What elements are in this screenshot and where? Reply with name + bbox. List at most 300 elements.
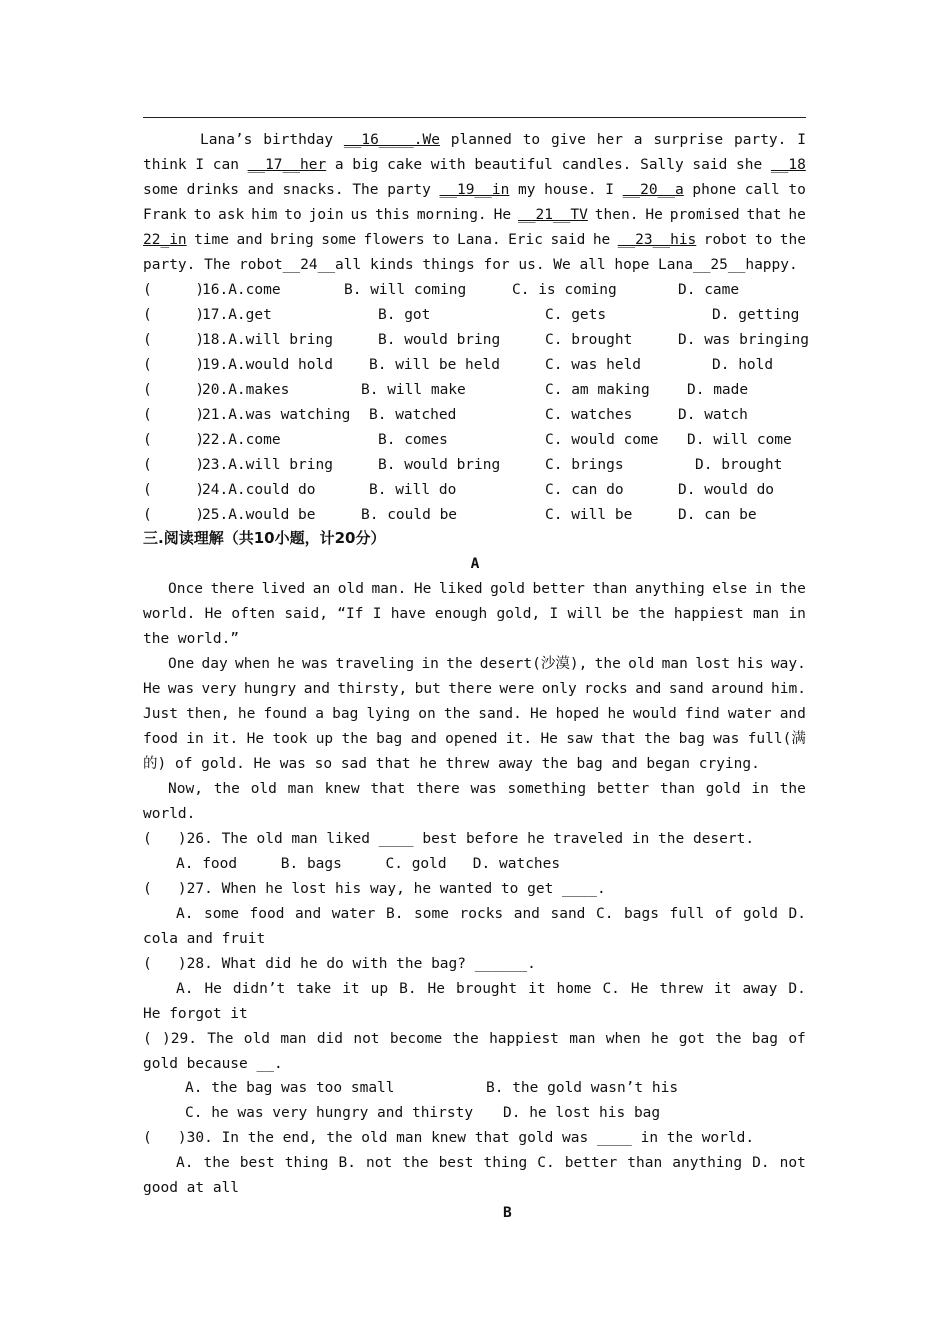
- question-option-b: B. could be: [361, 507, 458, 523]
- word: can: [212, 157, 239, 173]
- word: else: [712, 581, 748, 597]
- word: best: [239, 1155, 275, 1171]
- word: the: [341, 731, 368, 747]
- word: One: [168, 656, 195, 672]
- word: he: [788, 207, 806, 223]
- question-option-b: B. got: [378, 307, 431, 323]
- word: old: [628, 656, 655, 672]
- question-29-stem-cont: gold because __.: [143, 1056, 283, 1072]
- passage-line: [168, 654, 806, 674]
- word: and: [303, 681, 330, 697]
- cloze-line-5: [143, 230, 806, 250]
- word: man: [752, 606, 780, 622]
- word: a: [315, 706, 324, 722]
- word: gold: [705, 781, 741, 797]
- word: and: [779, 706, 806, 722]
- word: than: [660, 781, 695, 797]
- word: become: [389, 1031, 443, 1047]
- word: The: [352, 182, 379, 198]
- word: man: [280, 1031, 307, 1047]
- word: to: [193, 207, 212, 223]
- question-27-options-cont: cola and fruit: [143, 931, 266, 947]
- word: D.: [788, 981, 806, 997]
- word: thirsty,: [337, 681, 408, 697]
- word: it.: [212, 731, 239, 747]
- word: anything: [672, 1155, 743, 1171]
- word: said: [692, 157, 728, 173]
- word: better: [596, 781, 650, 797]
- word: bag: [376, 731, 403, 747]
- word: there: [448, 681, 492, 697]
- word: he: [592, 232, 611, 248]
- word: it: [528, 981, 546, 997]
- question-30-stem: ( )30. In the end, the old man knew that gold was ____ in the world.: [143, 1130, 755, 1146]
- word: birthday: [263, 132, 334, 148]
- word: knew: [324, 781, 360, 797]
- word: old: [250, 781, 277, 797]
- question-option-a: 25.A.would be: [202, 507, 316, 523]
- word: the: [644, 731, 671, 747]
- word: the: [779, 232, 806, 248]
- word: A.: [176, 1155, 194, 1171]
- word: house.: [544, 182, 597, 198]
- word: man: [661, 656, 688, 672]
- word: He: [413, 581, 432, 597]
- word: in: [754, 581, 773, 597]
- word: than: [592, 581, 628, 597]
- word: __18: [770, 157, 806, 173]
- word: Now,: [168, 781, 203, 797]
- word: D.: [788, 906, 806, 922]
- passage-line: [143, 729, 806, 749]
- word: I: [195, 157, 205, 173]
- word: and: [513, 906, 540, 922]
- question-option-d: D. made: [687, 382, 749, 398]
- word: saw: [566, 731, 593, 747]
- question-paren: ( ): [143, 307, 205, 323]
- question-paren: ( ): [143, 407, 205, 423]
- question-option-c: C. would come: [545, 432, 659, 448]
- word: then.: [594, 207, 639, 223]
- word: happiest: [673, 606, 744, 622]
- word: He: [645, 207, 663, 223]
- word: Eric: [508, 232, 544, 248]
- word: than: [627, 1155, 663, 1171]
- question-option-b: B. comes: [378, 432, 448, 448]
- word: )29.: [162, 1031, 197, 1047]
- word: liked: [438, 581, 483, 597]
- word: better: [564, 1155, 618, 1171]
- question-option-b: B. would bring: [378, 457, 501, 473]
- question-paren: ( ): [143, 332, 205, 348]
- word: my: [518, 182, 536, 198]
- passage-line: 的) of gold. He was so sad that he threw away the bag and began crying.: [143, 756, 760, 772]
- question-option-a: 21.A.was watching: [202, 407, 351, 423]
- word: some: [414, 906, 449, 922]
- word: he: [607, 706, 625, 722]
- word: best: [438, 1155, 474, 1171]
- word: He: [530, 706, 548, 722]
- word: world.: [143, 606, 196, 622]
- word: bags: [624, 906, 659, 922]
- word: of: [788, 1031, 806, 1047]
- word: this: [374, 207, 410, 223]
- word: C.: [595, 906, 614, 922]
- word: candles.: [561, 157, 632, 173]
- word: surprise: [653, 132, 724, 148]
- word: Just: [143, 706, 178, 722]
- word: with: [430, 157, 466, 173]
- word: be: [611, 606, 630, 622]
- word: food: [249, 906, 285, 922]
- word: snacks.: [282, 182, 344, 198]
- question-26-options: A. food B. bags C. gold D. watches: [176, 856, 561, 872]
- word: the: [779, 781, 806, 797]
- word: and: [247, 182, 274, 198]
- word: when: [235, 656, 270, 672]
- word: D.: [752, 1155, 770, 1171]
- word: up: [315, 731, 334, 747]
- word: not: [366, 1155, 393, 1171]
- word: He: [630, 981, 649, 997]
- word: away: [742, 981, 778, 997]
- word: it: [714, 981, 732, 997]
- passage-line: [168, 579, 806, 599]
- word: anything: [634, 581, 705, 597]
- word: old: [337, 581, 364, 597]
- question-option-c: C. can do: [545, 482, 624, 498]
- word: He: [540, 731, 558, 747]
- word: lost: [695, 656, 731, 672]
- word: cake: [387, 157, 423, 173]
- word: in: [788, 606, 806, 622]
- word: __17__her: [247, 157, 327, 173]
- question-option-a: 22.A.come: [202, 432, 281, 448]
- passage-line: [168, 779, 806, 799]
- question-option-c: C. was held: [545, 357, 642, 373]
- word: Frank: [143, 207, 187, 223]
- word: got: [678, 1031, 705, 1047]
- question-option-c: C. am making: [545, 382, 650, 398]
- word: rocks: [584, 681, 628, 697]
- question-option-d: D. hold: [712, 357, 774, 373]
- word: bag: [678, 731, 705, 747]
- word: would: [633, 706, 677, 722]
- word: often: [231, 606, 276, 622]
- word: that: [370, 781, 406, 797]
- question-paren: ( ): [143, 382, 205, 398]
- word: C.: [537, 1155, 555, 1171]
- cloze-line-4: [143, 205, 806, 225]
- question-paren: ( ): [143, 432, 205, 448]
- word: an: [312, 581, 331, 597]
- word: was: [302, 656, 329, 672]
- word: did: [316, 1031, 344, 1047]
- word: a: [633, 132, 643, 148]
- question-option-a: 18.A.will bring: [202, 332, 333, 348]
- word: flowers: [363, 232, 425, 248]
- word: sand: [668, 681, 704, 697]
- question-option-b: B. watched: [369, 407, 457, 423]
- word: man.: [371, 581, 407, 597]
- word: there: [416, 781, 460, 797]
- word: something: [507, 781, 587, 797]
- word: in: [186, 731, 204, 747]
- word: C.: [602, 981, 620, 997]
- word: took: [272, 731, 308, 747]
- word: the: [443, 706, 471, 722]
- word: bag: [751, 1031, 778, 1047]
- top-rule: [143, 117, 806, 118]
- word: call: [744, 182, 780, 198]
- word: that: [746, 207, 782, 223]
- word: will: [567, 606, 603, 622]
- word: __21__TV: [518, 207, 588, 223]
- word: some: [321, 232, 357, 248]
- question-paren: ( ): [143, 507, 205, 523]
- word: drinks: [186, 182, 239, 198]
- word: Once: [168, 581, 203, 597]
- word: threw: [659, 981, 704, 997]
- word: him.: [771, 681, 806, 697]
- word: food: [143, 731, 178, 747]
- word: that: [600, 731, 636, 747]
- word: lying: [366, 706, 411, 722]
- word: I: [605, 182, 614, 198]
- word: A.: [176, 906, 194, 922]
- word: bag: [332, 706, 359, 722]
- word: said,: [284, 606, 328, 622]
- question-28-stem: ( )28. What did he do with the bag? ______.: [143, 956, 536, 972]
- word: around: [711, 681, 764, 697]
- word: it.: [505, 731, 533, 747]
- question-29-option-b: B. the gold wasn’t his: [486, 1080, 679, 1096]
- word: He: [204, 981, 222, 997]
- question-option-a: 20.A.makes: [202, 382, 290, 398]
- word: party: [387, 182, 431, 198]
- question-paren: ( ): [143, 457, 205, 473]
- question-option-d: D. would do: [678, 482, 775, 498]
- cloze-line-3: [143, 180, 806, 200]
- word: in: [421, 656, 439, 672]
- word: some: [204, 906, 239, 922]
- word: his: [737, 656, 764, 672]
- word: B.: [338, 1155, 356, 1171]
- word: then,: [186, 706, 230, 722]
- word: gold,: [496, 606, 541, 622]
- word: way.: [770, 656, 806, 672]
- word: he: [237, 706, 256, 722]
- question-option-b: B. will coming: [344, 282, 467, 298]
- word: very: [201, 681, 237, 697]
- word: have: [390, 606, 426, 622]
- word: full(满: [747, 731, 806, 747]
- word: happiest: [489, 1031, 559, 1047]
- question-26-stem: ( )26. The old man liked ____ best before he traveled in the desert.: [143, 831, 755, 847]
- word: to: [284, 207, 302, 223]
- word: “If: [337, 606, 364, 622]
- word: sand: [550, 906, 586, 922]
- word: and: [410, 731, 437, 747]
- word: the: [594, 656, 621, 672]
- word: join: [308, 207, 344, 223]
- word: the: [638, 606, 665, 622]
- word: only: [541, 681, 577, 697]
- word: hungry: [243, 681, 297, 697]
- word: He: [246, 731, 265, 747]
- question-28-options-cont: He forgot it: [143, 1006, 248, 1022]
- word: promised: [669, 207, 740, 223]
- word: to: [522, 132, 541, 148]
- word: __20__a: [622, 182, 684, 198]
- question-option-a: 16.A.come: [202, 282, 281, 298]
- question-option-d: D. came: [678, 282, 740, 298]
- word: the: [779, 581, 806, 597]
- word: him: [251, 207, 278, 223]
- word: said: [550, 232, 586, 248]
- word: A.: [176, 981, 194, 997]
- word: man: [569, 1031, 596, 1047]
- word: __16____.We: [343, 132, 440, 148]
- question-option-b: B. will be held: [369, 357, 500, 373]
- question-option-c: C. watches: [545, 407, 633, 423]
- word: sand.: [478, 706, 522, 722]
- passage-line: [143, 604, 806, 624]
- question-28-options: [176, 979, 806, 999]
- question-option-d: D. was bringing: [678, 332, 809, 348]
- word: B.: [385, 906, 404, 922]
- word: he: [277, 656, 295, 672]
- word: home: [556, 981, 592, 997]
- word: her: [596, 132, 623, 148]
- word: not: [353, 1031, 380, 1047]
- word: better: [532, 581, 585, 597]
- word: __19__in: [439, 182, 510, 198]
- word: old: [243, 1031, 270, 1047]
- question-29-stem: [143, 1029, 806, 1049]
- passage-line: world.: [143, 806, 196, 822]
- word: he: [650, 1031, 669, 1047]
- passage-b-title: B: [503, 1205, 512, 1221]
- word: to: [432, 232, 450, 248]
- word: beautiful: [474, 157, 553, 173]
- word: He: [143, 681, 161, 697]
- word: __23__his: [617, 232, 697, 248]
- word: The: [207, 1031, 234, 1047]
- word: lived: [261, 581, 306, 597]
- question-option-c: C. will be: [545, 507, 633, 523]
- word: the: [203, 1155, 230, 1171]
- word: was: [167, 681, 195, 697]
- question-option-a: 17.A.get: [202, 307, 272, 323]
- word: the: [715, 1031, 742, 1047]
- word: there: [210, 581, 255, 597]
- word: of: [714, 906, 733, 922]
- word: traveling: [335, 656, 415, 672]
- cloze-line-6: party. The robot__24__all kinds things for us. We all hope Lana__25__happy.: [143, 257, 798, 273]
- question-option-c: C. gets: [545, 307, 607, 323]
- word: I: [549, 606, 559, 622]
- section-heading: 三.阅读理解（共10小题，计20分）: [143, 529, 386, 547]
- cloze-line-2: [143, 155, 806, 175]
- word: He: [427, 981, 446, 997]
- word: B.: [399, 981, 417, 997]
- word: hoped: [555, 706, 600, 722]
- word: man: [287, 781, 314, 797]
- word: desert(沙漠),: [479, 656, 588, 672]
- word: up: [370, 981, 389, 997]
- word: time: [194, 232, 230, 248]
- passage-line: [143, 704, 806, 724]
- word: in: [751, 781, 769, 797]
- word: was: [470, 781, 497, 797]
- question-option-a: 23.A.will bring: [202, 457, 333, 473]
- word: I: [797, 132, 806, 148]
- word: us: [350, 207, 369, 223]
- word: Lana’s: [200, 132, 253, 148]
- question-option-b: B. would bring: [378, 332, 501, 348]
- word: (: [143, 1031, 152, 1047]
- word: was: [713, 731, 740, 747]
- passage-line: the world.”: [143, 631, 240, 647]
- question-option-d: D. getting: [712, 307, 800, 323]
- word: full: [669, 906, 705, 922]
- word: bring: [270, 232, 314, 248]
- word: find: [684, 706, 720, 722]
- question-option-c: C. brought: [545, 332, 633, 348]
- question-option-d: D. watch: [678, 407, 748, 423]
- word: to: [754, 232, 773, 248]
- word: robot: [703, 232, 748, 248]
- question-29-option-d: D. he lost his bag: [503, 1105, 661, 1121]
- word: water: [727, 706, 772, 722]
- word: big: [352, 157, 379, 173]
- word: I: [372, 606, 382, 622]
- word: the: [402, 1155, 429, 1171]
- question-option-a: 19.A.would hold: [202, 357, 333, 373]
- word: Sally: [640, 157, 684, 173]
- word: the: [213, 781, 240, 797]
- word: gold: [743, 906, 778, 922]
- word: but: [414, 681, 441, 697]
- word: the: [446, 656, 473, 672]
- word: and: [635, 681, 662, 697]
- word: He: [204, 606, 223, 622]
- question-27-stem: ( )27. When he lost his way, he wanted to get ____.: [143, 881, 606, 897]
- cloze-line-1: [200, 130, 806, 150]
- word: and: [236, 232, 263, 248]
- question-option-c: C. brings: [545, 457, 624, 473]
- word: take: [296, 981, 332, 997]
- word: planned: [450, 132, 512, 148]
- question-option-c: C. is coming: [512, 282, 617, 298]
- word: 22_in: [143, 232, 187, 248]
- word: on: [418, 706, 436, 722]
- word: she: [736, 157, 763, 173]
- word: phone: [692, 182, 737, 198]
- word: rocks: [459, 906, 504, 922]
- passage-a-title: A: [470, 556, 480, 572]
- word: ask: [218, 207, 245, 223]
- question-option-a: 24.A.could do: [202, 482, 316, 498]
- word: party.: [734, 132, 787, 148]
- question-option-b: B. will make: [361, 382, 466, 398]
- question-30-options-cont: good at all: [143, 1180, 240, 1196]
- word: morning.: [416, 207, 487, 223]
- question-option-d: D. will come: [687, 432, 792, 448]
- word: enough: [434, 606, 488, 622]
- word: when: [605, 1031, 641, 1047]
